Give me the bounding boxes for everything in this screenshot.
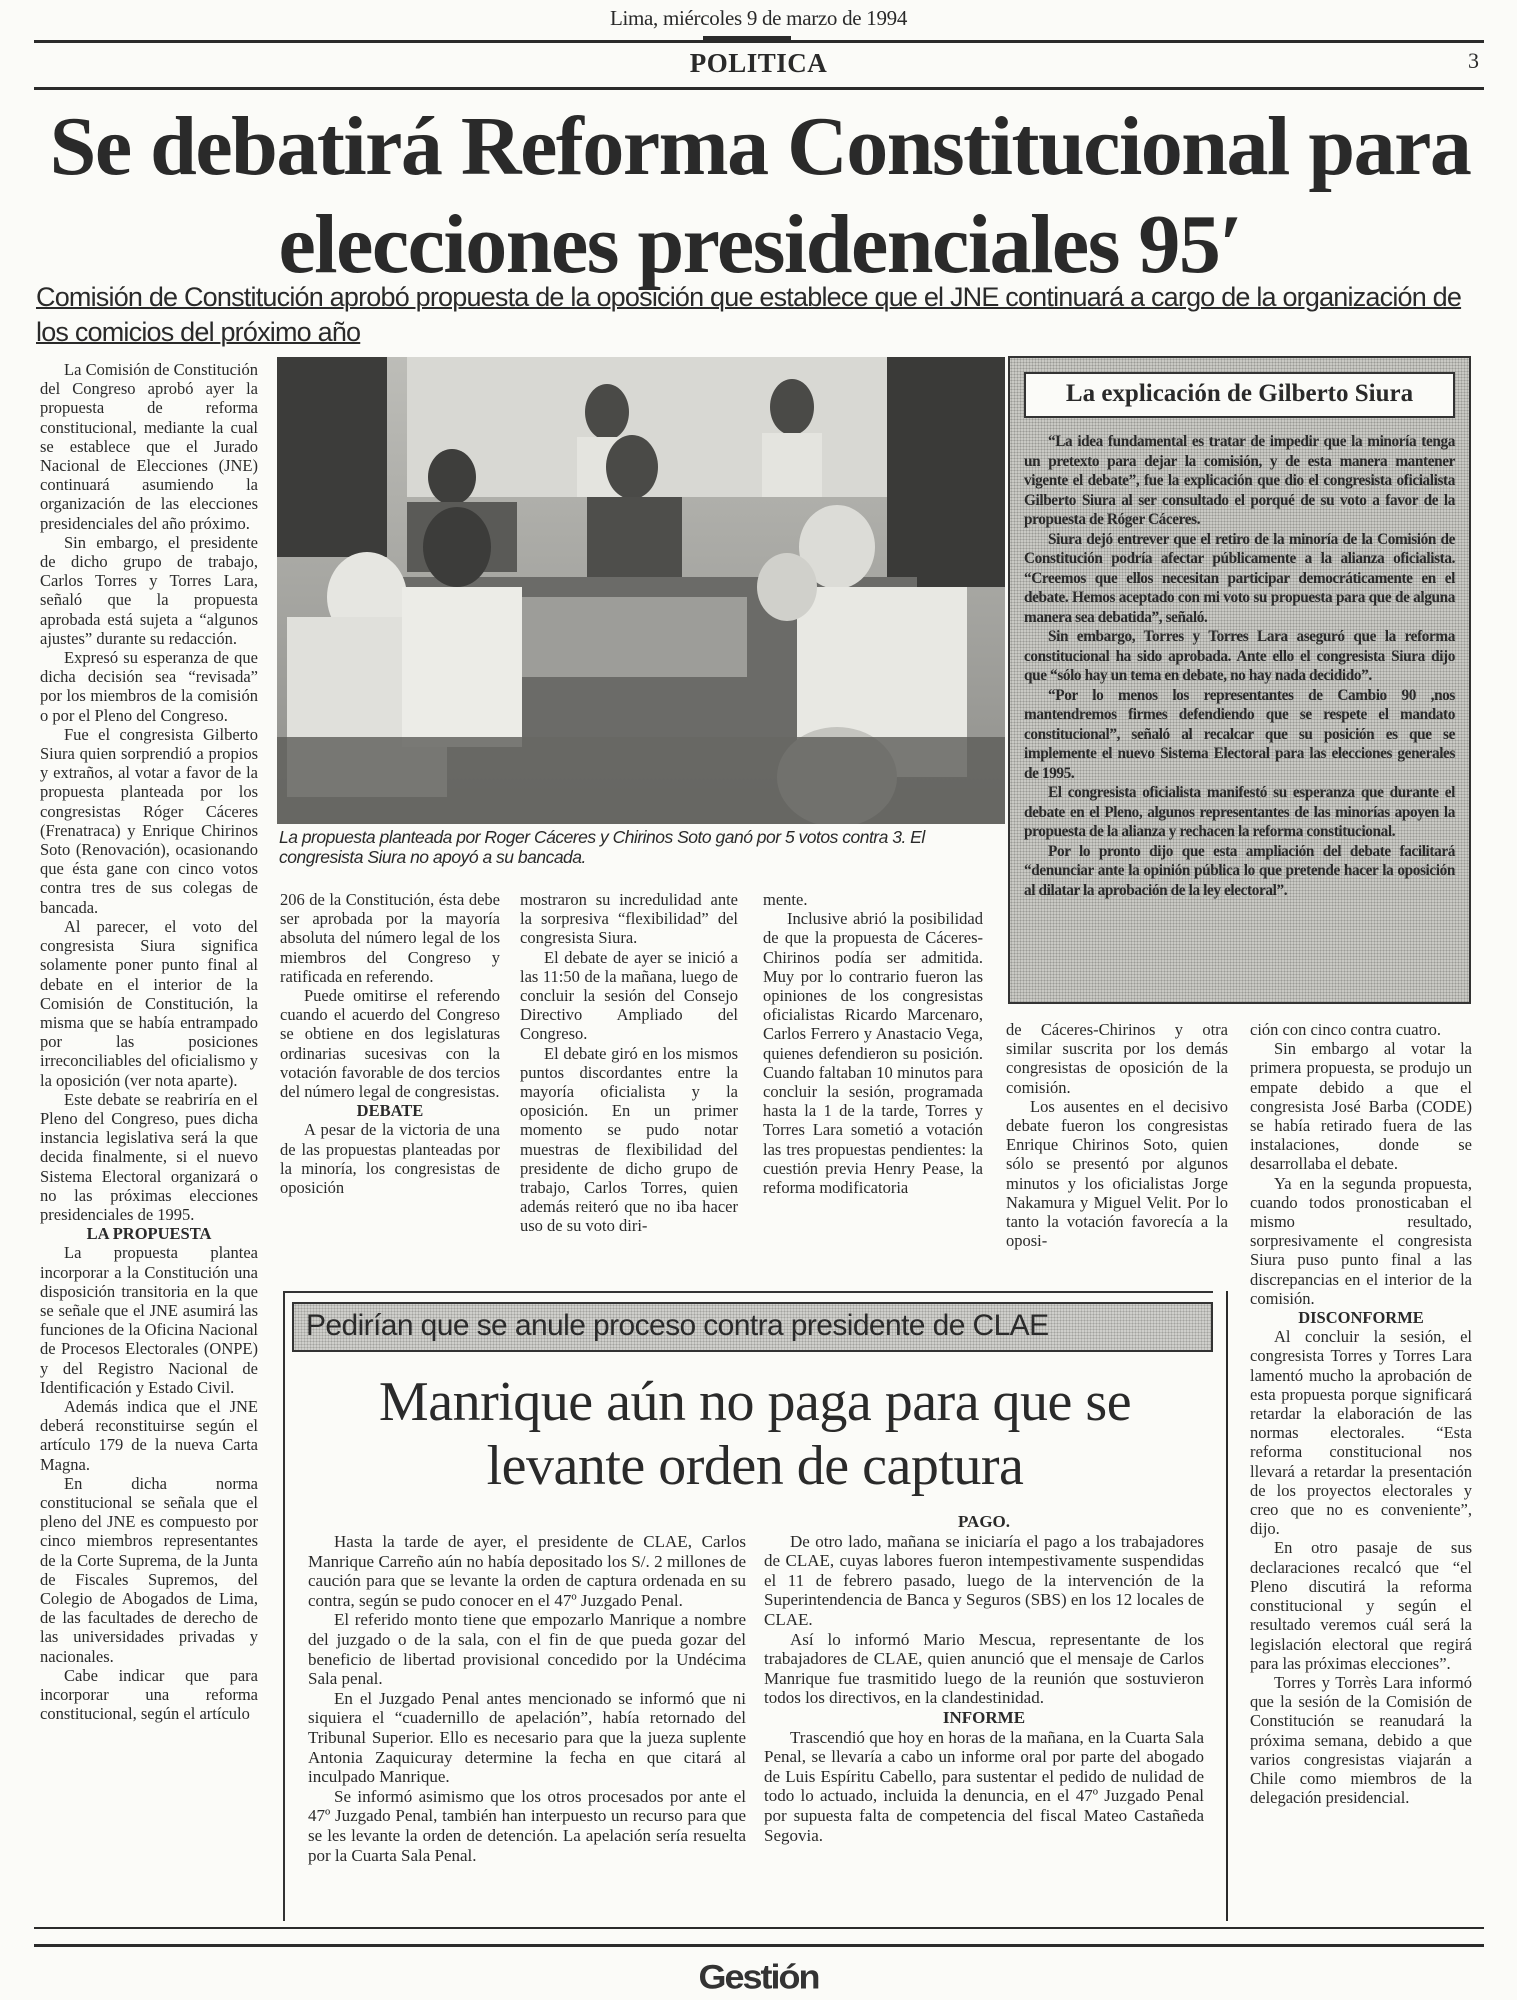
photo-caption: La propuesta planteada por Roger Cáceres y Chirinos Soto ganó por 5 votos contra 3. El congresista Siura no apoyó a su bancada. [279, 827, 925, 867]
paragraph: Fue el congresista Gilberto Siura quien sorprendió a propios y extraños, al votar a favor de la propuesta planteada por los congresistas Róger Cáceres (Frenatraca) y Enrique Chirinos Soto (Renovación), ocasionando que ésta gane con cinco votos contra tres de sus colegas de bancada. [40, 724, 258, 917]
subhead: PAGO. [957, 1512, 1011, 1531]
paragraph: Este debate se reabriría en el Pleno del Congreso, pues dicha instancia legislativa será la que decida finalmente, si el nuevo Sistema Electoral organizará o no las próximas elecciones presidenciales de 1995. [40, 1089, 258, 1224]
paragraph: Se informó asimismo que los otros procesados por ante el 47º Juzgado Penal, también han interpuesto un recurso para que se les levante la orden de detención. La apelación sería resuelta por la Cuarta Sala Penal. [308, 1786, 746, 1865]
sidebar-paragraph: Siura dejó entrever que el retiro de la minoría de la Comisión de Constitución podría afectar públicamente a la alianza oficialista. “Creemos que ellos necesitan participar democráticamente en el debate. Hemos aceptado con mi voto su propuesta para que de alguna manera sea debatida”, señaló. [1024, 530, 1455, 626]
second-article-kicker: Pedirían que se anule proceso contra presidente de CLAE [292, 1302, 1213, 1352]
paragraph: 206 de la Constitución, ésta debe ser aprobada por la mayoría absoluta del número legal de los miembros del Congreso y ratificada en referendo. [280, 890, 500, 986]
main-column-3 [520, 890, 738, 1236]
second-article-left-column [308, 1532, 746, 1865]
photo-image [277, 357, 1005, 824]
footer-rule-1 [34, 1927, 1484, 1929]
paragraph: De otro lado, mañana se iniciaría el pago a los trabajadores de CLAE, cuyas labores fueron intempestivamente suspendidas el 11 de febrero pasado, luego de la intervención de la Superintendencia de Banca y Seguros (SBS) en los 12 locales de CLAE. [764, 1531, 1205, 1629]
second-article-right-rule [1226, 1291, 1228, 1921]
paragraph: La propuesta plantea incorporar a la Constitución una disposición transitoria en la que se señale que el JNE asumirá las funciones de la Oficina Nacional de Procesos Electorales (ONPE) y del Registro Nacional de Identificación y Estado Civil. [40, 1243, 258, 1397]
paragraph: Cabe indicar que para incorporar una reforma constitucional, según el artículo [40, 1665, 258, 1724]
sidebar-title: La explicación de Gilberto Siura [1024, 372, 1455, 418]
paragraph: ción con cinco contra cuatro. [1250, 1020, 1442, 1039]
paragraph: mente. [763, 890, 808, 909]
paragraph: de Cáceres-Chirinos y otra similar suscrita por los demás congresistas de oposición de la comisión. [1006, 1020, 1228, 1097]
subhead: LA PROPUESTA [86, 1224, 212, 1244]
subhead: DISCONFORME [1298, 1308, 1424, 1328]
page-number: 3 [1468, 48, 1479, 73]
paragraph: Además indica que el JNE deberá reconstituirse según el artículo 179 de la nueva Carta Magna. [40, 1396, 258, 1474]
main-column-6 [1250, 1020, 1472, 1807]
footer-rule-2 [34, 1944, 1484, 1947]
main-column-2 [280, 890, 500, 1197]
paragraph: Sin embargo, el presidente de dicho grupo de trabajo, Carlos Torres y Torres Lara, señaló que la propuesta aprobada está sujeta a “algunos ajustes” durante su redacción. [40, 532, 258, 648]
paragraph: En el Juzgado Penal antes mencionado se informó que ni siquiera el “cuadernillo de apelación”, había retornado del Tribunal Superior. Ello es necesario para que la jueza suplente Antonia Zaquicuray determine la fecha en que citará al inculpado Manrique. [308, 1688, 746, 1787]
paragraph: Puede omitirse el referendo cuando el acuerdo del Congreso se obtiene en dos legislaturas ordinarias sucesivas con la votación favorable de dos tercios del número legal de congresistas. [280, 986, 500, 1102]
main-deck [36, 280, 1486, 350]
second-article-right-column [764, 1512, 1204, 1845]
section-rule [34, 87, 1484, 90]
paragraph: Sin embargo al votar la primera propuesta, se produjo un empate debido a que el congresista José Barba (CODE) se había retirado fuera de las instalaciones, donde se desarrollaba el debate. [1250, 1039, 1472, 1174]
paragraph: La Comisión de Constitución del Congreso aprobó ayer la propuesta de reforma constitucional, mediante la cual se establece que el Jurado Nacional de Elecciones (JNE) continuará asumiendo la organización de las elecciones presidenciales del año próximo. [40, 360, 258, 533]
paragraph: mostraron su incredulidad ante la sorpresiva “flexibilidad” del congresista Siura. [520, 890, 738, 948]
sidebar-paragraph: “Por lo menos los representantes de Cambio 90 ,nos mantendremos firmes defendiendo que se respete el mandato constitucional”, señaló al recalcar que su posición es que se implemente el nuevo Sistema Electoral para las elecciones generales de 1995. [1024, 686, 1455, 782]
sidebar-paragraph: El congresista oficialista manifestó su esperanza que durante el debate en el Pleno, algunos representantes de las minorías apoyen la propuesta de la alianza y rechacen la reforma constitucional. [1024, 784, 1455, 840]
paragraph: Al concluir la sesión, el congresista Torres y Torres Lara lamentó mucho la aprobación de esta propuesta porque significará retardar la elaboración de las normas electorales. “Esta reforma constitucional nos llevará a retardar la presentación de los proyectos electorales y creo que no es conveniente”, dijo. [1250, 1327, 1472, 1539]
paragraph: Trascendió que hoy en horas de la mañana, en la Cuarta Sala Penal, se llevaría a cabo un informe oral por parte del abogado de Luis Espíritu Cabello, para sustentar el pedido de nulidad de todo lo actuado, incluida la denuncia, en el 47º Juzgado Penal por supuesta falta de competencia del fiscal Mateo Castañeda Segovia. [764, 1727, 1204, 1845]
sidebar-body [1024, 432, 1455, 900]
paragraph: Ya en la segunda propuesta, cuando todos pronosticaban el mismo resultado, sorpresivamente el congresista Siura puso punto final a las discrepancias en el interior de la comisión. [1250, 1173, 1472, 1308]
main-column-5 [1006, 1020, 1228, 1250]
gestion-logo: Gestión [698, 1957, 819, 1996]
subhead: INFORME [942, 1707, 1026, 1727]
main-column-4 [763, 890, 983, 1197]
paragraph: Torres y Torrès Lara informó que la sesión de la Comisión de Constitución se reanudará la próxima semana, debido a que varios congresistas viajarán a Chile como miembros de la delegación presidencial. [1250, 1672, 1472, 1808]
deck-text: Comisión de Constitución aprobó propuesta de la oposición que establece que el JNE continuará a cargo de la organización de los comicios del próximo año [36, 282, 1462, 347]
sidebar-paragraph: Por lo pronto dijo que esta ampliación del debate facilitará “denunciar ante la opinión pública lo que pretende hacer la oposición al dilatar la aprobación de la ley electoral”. [1024, 842, 1455, 899]
main-column-1 [40, 360, 258, 1723]
main-headline: Se debatirá Reforma Constitucional para elecciones presidenciales 95′ [49, 100, 1471, 291]
sidebar-paragraph: Sin embargo, Torres y Torres Lara aseguró que la reforma constitucional ha sido aprobada. Ante ello el congresista Siura dijo que “sólo hay un tema en debate, no hay nada decidido”. [1024, 628, 1455, 684]
paragraph: El debate giró en los mismos puntos discordantes entre la mayoría oficialista y la oposición. En un primer momento se pudo notar muestras de flexibilidad del presidente de dicho grupo de trabajo, Carlos Torres, quien además reiteró que no iba hacer uso de su voto diri- [520, 1043, 738, 1236]
paragraph: El debate de ayer se inició a las 11:50 de la mañana, luego de concluir la sesión del Consejo Directivo Ampliado del Congreso. [520, 947, 738, 1044]
sidebar-box [1008, 356, 1471, 1004]
dateline: Lima, miércoles 9 de marzo de 1994 [609, 6, 908, 30]
top-rule-accent [703, 36, 791, 43]
paragraph: En otro pasaje de sus declaraciones recalcó que “el Pleno discutirá la reforma constitucional y según el resultado veremos cuál será la legislación electoral que regirá para las próximas elecciones”. [1250, 1538, 1472, 1673]
paragraph: Inclusive abrió la posibilidad de que la propuesta de Cáceres-Chirinos podía ser admitida. Muy por lo contrario fueron las opiniones de los congresistas oficialistas Ricardo Marcenaro, Carlos Ferrero y Anastacio Vega, quienes defendieron su posición. Cuando faltaban 10 minutos para concluir la sesión, programada hasta la 1 de la tarde, Torres y Torres Lara sometió a votación las tres propuestas pendientes: la cuestión previa Henry Pease, la reforma modificatoria [763, 909, 983, 1198]
paragraph: Expresó su esperanza de que dicha decisión sea “revisada” por los miembros de la comisión o por el Pleno del Congreso. [40, 648, 258, 725]
sidebar-paragraph: “La idea fundamental es tratar de impedir que la minoría tenga un pretexto para dejar la comisión, y de esta manera mantener vigente el debate”, fue la explicación que dio el congresista oficialista Gilberto Siura al ser consultado el porqué de su voto a favor de la propuesta de Róger Cáceres. [1024, 433, 1455, 528]
paragraph: En dicha norma constitucional se señala que el pleno del JNE es compuesto por cinco miembros representantes de la Corte Suprema, de la Junta de Fiscales Supremos, del Colegio de Abogados de Lima, de las facultades de derecho de las universidades privadas y nacionales. [40, 1473, 258, 1666]
paragraph: Al parecer, el voto del congresista Siura significa solamente poner punto final al debate en el interior de la Comisión de Constitución, la misma que se había entrampado por las posiciones irreconciliables del oficialismo y la oposición (ver nota aparte). [40, 916, 258, 1090]
meeting-photo [277, 357, 1005, 824]
paragraph: Así lo informó Mario Mescua, representante de los trabajadores de CLAE, quien anunció que el mensaje de Carlos Manrique fue trasmitido luego de la reunión que sostuvieron todos los directivos, en la clandestinidad. [764, 1629, 1204, 1708]
second-article-headline: Manrique aún no paga para que se levante orden de captura [378, 1371, 1132, 1497]
subhead: DEBATE [356, 1101, 424, 1121]
section-title: POLITICA [689, 48, 828, 78]
paragraph: Hasta la tarde de ayer, el presidente de CLAE, Carlos Manrique Carreño aún no había depositado los S/. 2 millones de caución para que se levante la orden de captura ordenada en su contra, según se pudo conocer en el 47º Juzgado Penal. [308, 1532, 746, 1610]
paragraph: A pesar de la victoria de una de las propuestas planteadas por la minoría, los congresistas de oposición [280, 1120, 500, 1198]
paragraph: El referido monto tiene que empozarlo Manrique a nombre del juzgado o de la sala, con el fin de que pueda gozar del beneficio de libertad provisional concedido por la Undécima Sala penal. [308, 1610, 746, 1689]
paragraph: Los ausentes en el decisivo debate fueron los congresistas Enrique Chirinos Soto, quien sólo se presentó por algunos minutos y los oficialistas Jorge Nakamura y Miguel Velit. Por lo tanto la votación favorecía a la oposi- [1006, 1096, 1228, 1251]
